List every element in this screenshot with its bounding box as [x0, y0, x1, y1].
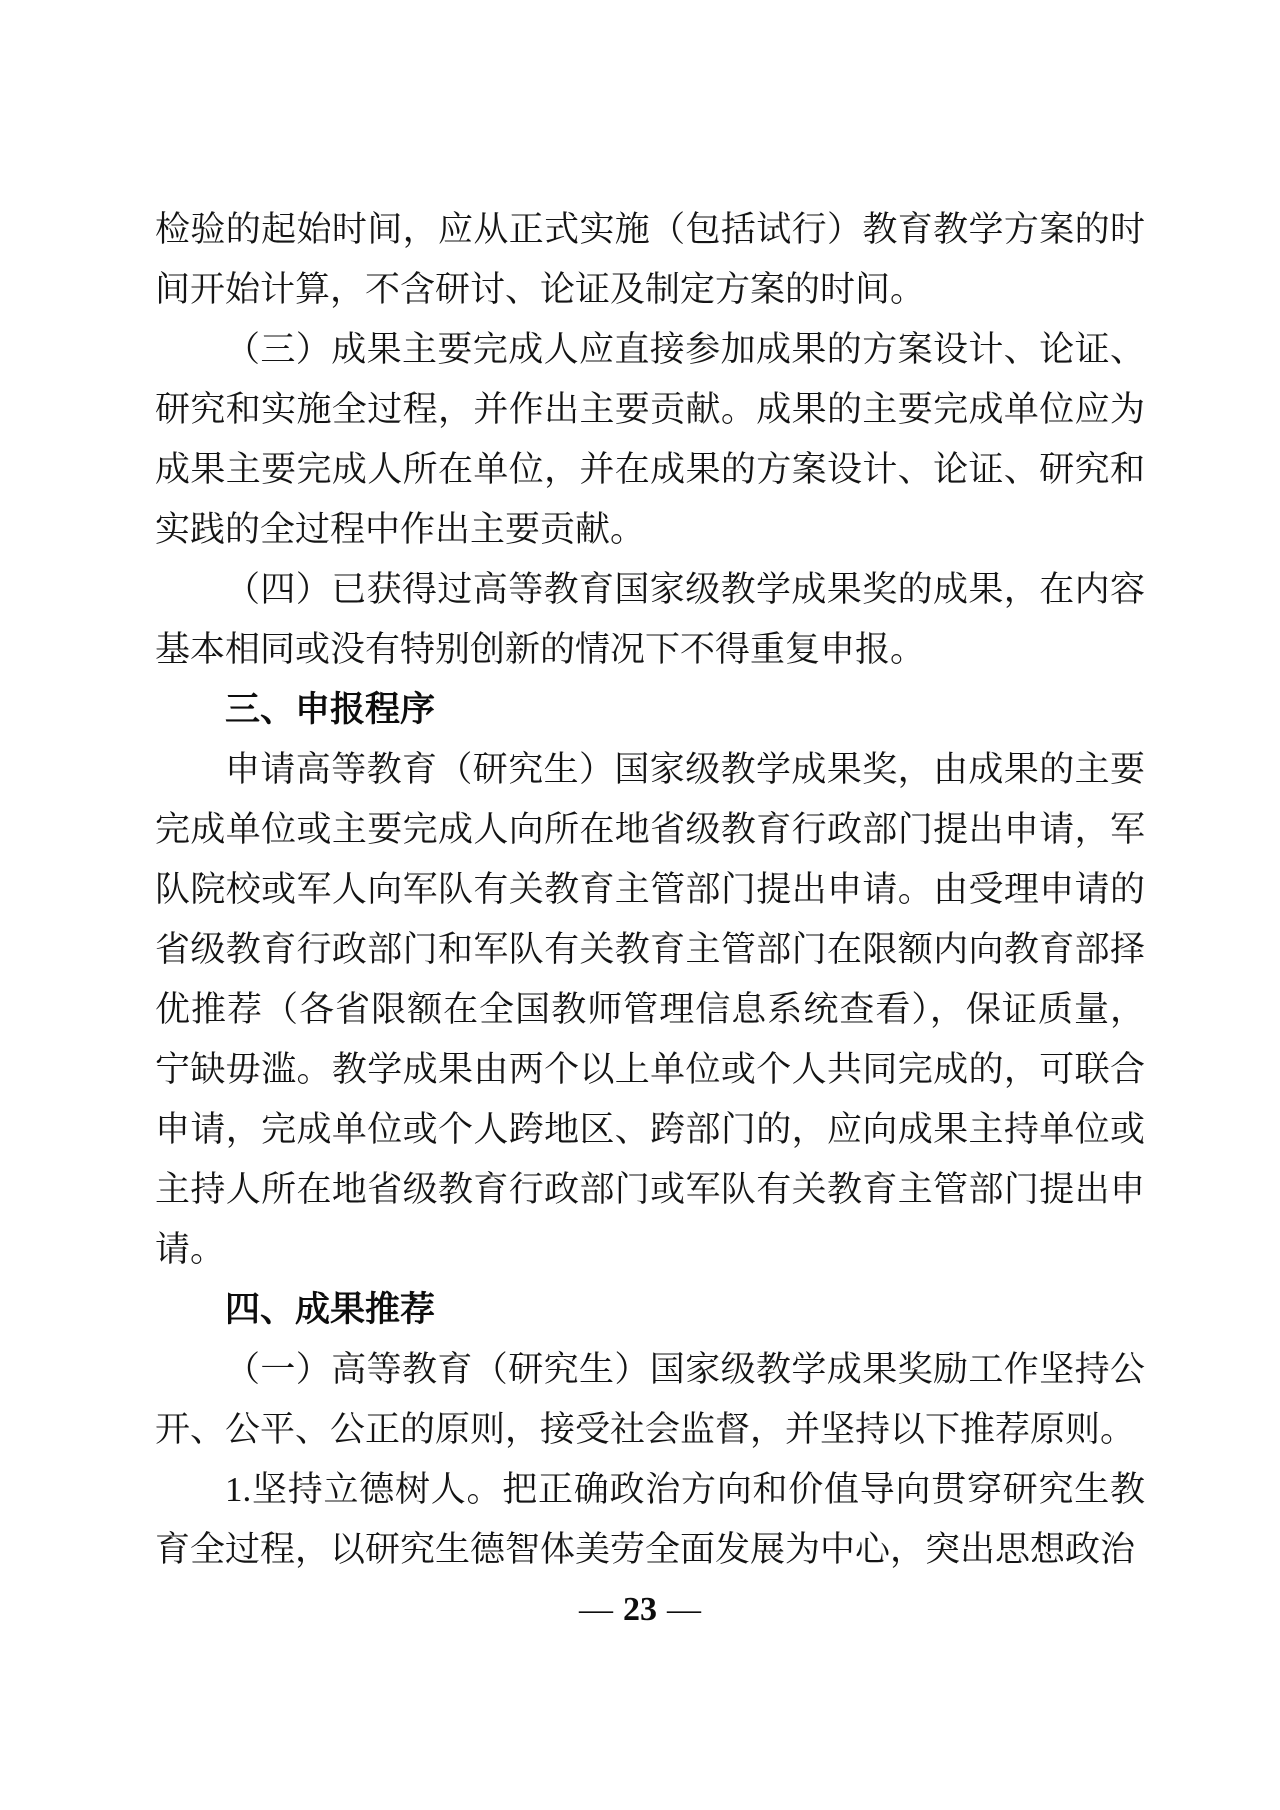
- section-heading-achievement-recommendation: 四、成果推荐: [225, 1290, 436, 1329]
- paragraph-continuation: 检验的起始时间，应从正式实施（包括试行）教育教学方案的时间开始计算，不含研讨、论证及制定方案的时间。: [155, 210, 1145, 309]
- paragraph-item-three: （三）成果主要完成人应直接参加成果的方案设计、论证、研究和实施全过程，并作出主要贡献。成果的主要完成单位应为成果主要完成人所在单位，并在成果的方案设计、论证、研究和实践的全过程中作出主要贡献。: [155, 330, 1145, 549]
- footer-dash-left: —: [579, 1591, 613, 1628]
- paragraph-principle-1: 1.坚持立德树人。把正确政治方向和价值导向贯穿研究生教育全过程，以研究生德智体美劳全面发展为中心，突出思想政治: [155, 1470, 1145, 1569]
- paragraph-item-one-principles: （一）高等教育（研究生）国家级教学成果奖励工作坚持公开、公平、公正的原则，接受社会监督，并坚持以下推荐原则。: [155, 1350, 1145, 1449]
- paragraph-application-procedure: 申请高等教育（研究生）国家级教学成果奖，由成果的主要完成单位或主要完成人向所在地省级教育行政部门提出申请，军队院校或军人向军队有关教育主管部门提出申请。由受理申请的省级教育行政部门和军队有关教育主管部门在限额内向教育部择优推荐（各省限额在全国教师管理信息系统查看），保证质量，宁缺毋滥。教学成果由两个以上单位或个人共同完成的，可联合申请，完成单位或个人跨地区、跨部门的，应向成果主持单位或主持人所在地省级教育行政部门或军队有关教育主管部门提出申请。: [155, 750, 1145, 1269]
- page-number: 23: [623, 1591, 657, 1628]
- paragraph-item-four: （四）已获得过高等教育国家级教学成果奖的成果，在内容基本相同或没有特别创新的情况下不得重复申报。: [155, 570, 1145, 669]
- footer-dash-right: —: [667, 1591, 701, 1628]
- section-heading-application-procedure: 三、申报程序: [225, 690, 436, 729]
- footer-page-number: [0, 1588, 1280, 1632]
- text-block: [155, 200, 1145, 1580]
